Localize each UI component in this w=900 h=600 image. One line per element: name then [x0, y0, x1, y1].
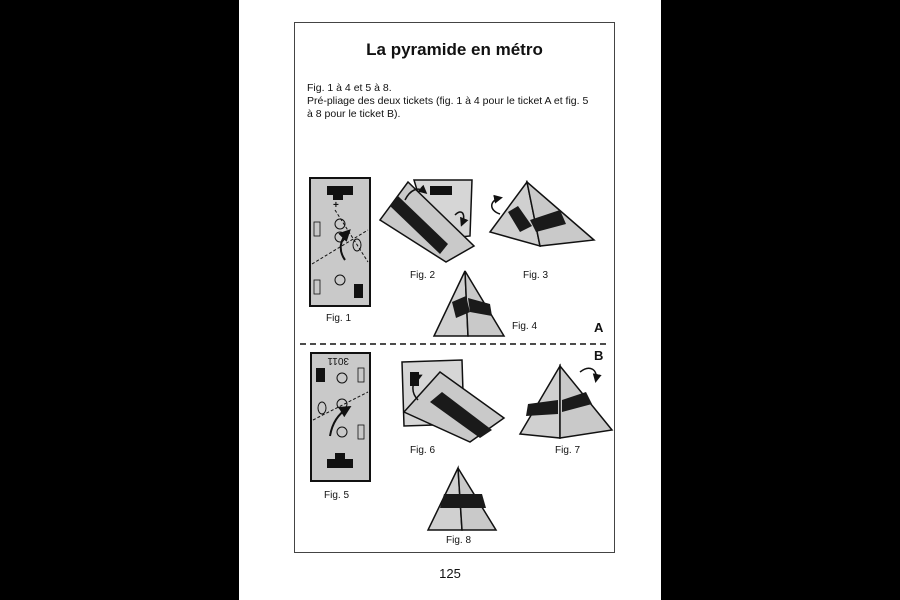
- fig2-illustration: [380, 180, 474, 262]
- section-a-label: A: [594, 320, 604, 335]
- fig5-ticket-b-illustration: [311, 353, 370, 481]
- intro-line: Pré-pliage des deux tickets (fig. 1 à 4 pour le ticket A et fig. 5: [307, 95, 589, 107]
- fig6-illustration: [402, 360, 504, 442]
- fig4-illustration: [434, 271, 504, 336]
- fig7-illustration: [520, 366, 612, 438]
- intro-line: Fig. 1 à 4 et 5 à 8.: [307, 82, 392, 94]
- section-b-label: B: [594, 348, 604, 363]
- fig6-label: Fig. 6: [410, 445, 436, 456]
- fig4-label: Fig. 4: [512, 321, 538, 332]
- fig1-ticket-a-illustration: [310, 178, 370, 306]
- fig2-label: Fig. 2: [410, 270, 436, 281]
- ticket-code: 3011: [327, 355, 349, 366]
- page-title: La pyramide en métro: [366, 40, 543, 59]
- fig3-label: Fig. 3: [523, 270, 549, 281]
- fig8-label: Fig. 8: [446, 535, 472, 546]
- fig5-label: Fig. 5: [324, 490, 350, 501]
- intro-line: à 8 pour le ticket B).: [307, 108, 401, 120]
- fig8-illustration: [428, 468, 496, 530]
- fig7-label: Fig. 7: [555, 445, 581, 456]
- fig1-label: Fig. 1: [326, 313, 352, 324]
- fig3-illustration: [490, 182, 594, 246]
- page-number: 125: [439, 566, 461, 581]
- svg-text:+: +: [333, 200, 339, 211]
